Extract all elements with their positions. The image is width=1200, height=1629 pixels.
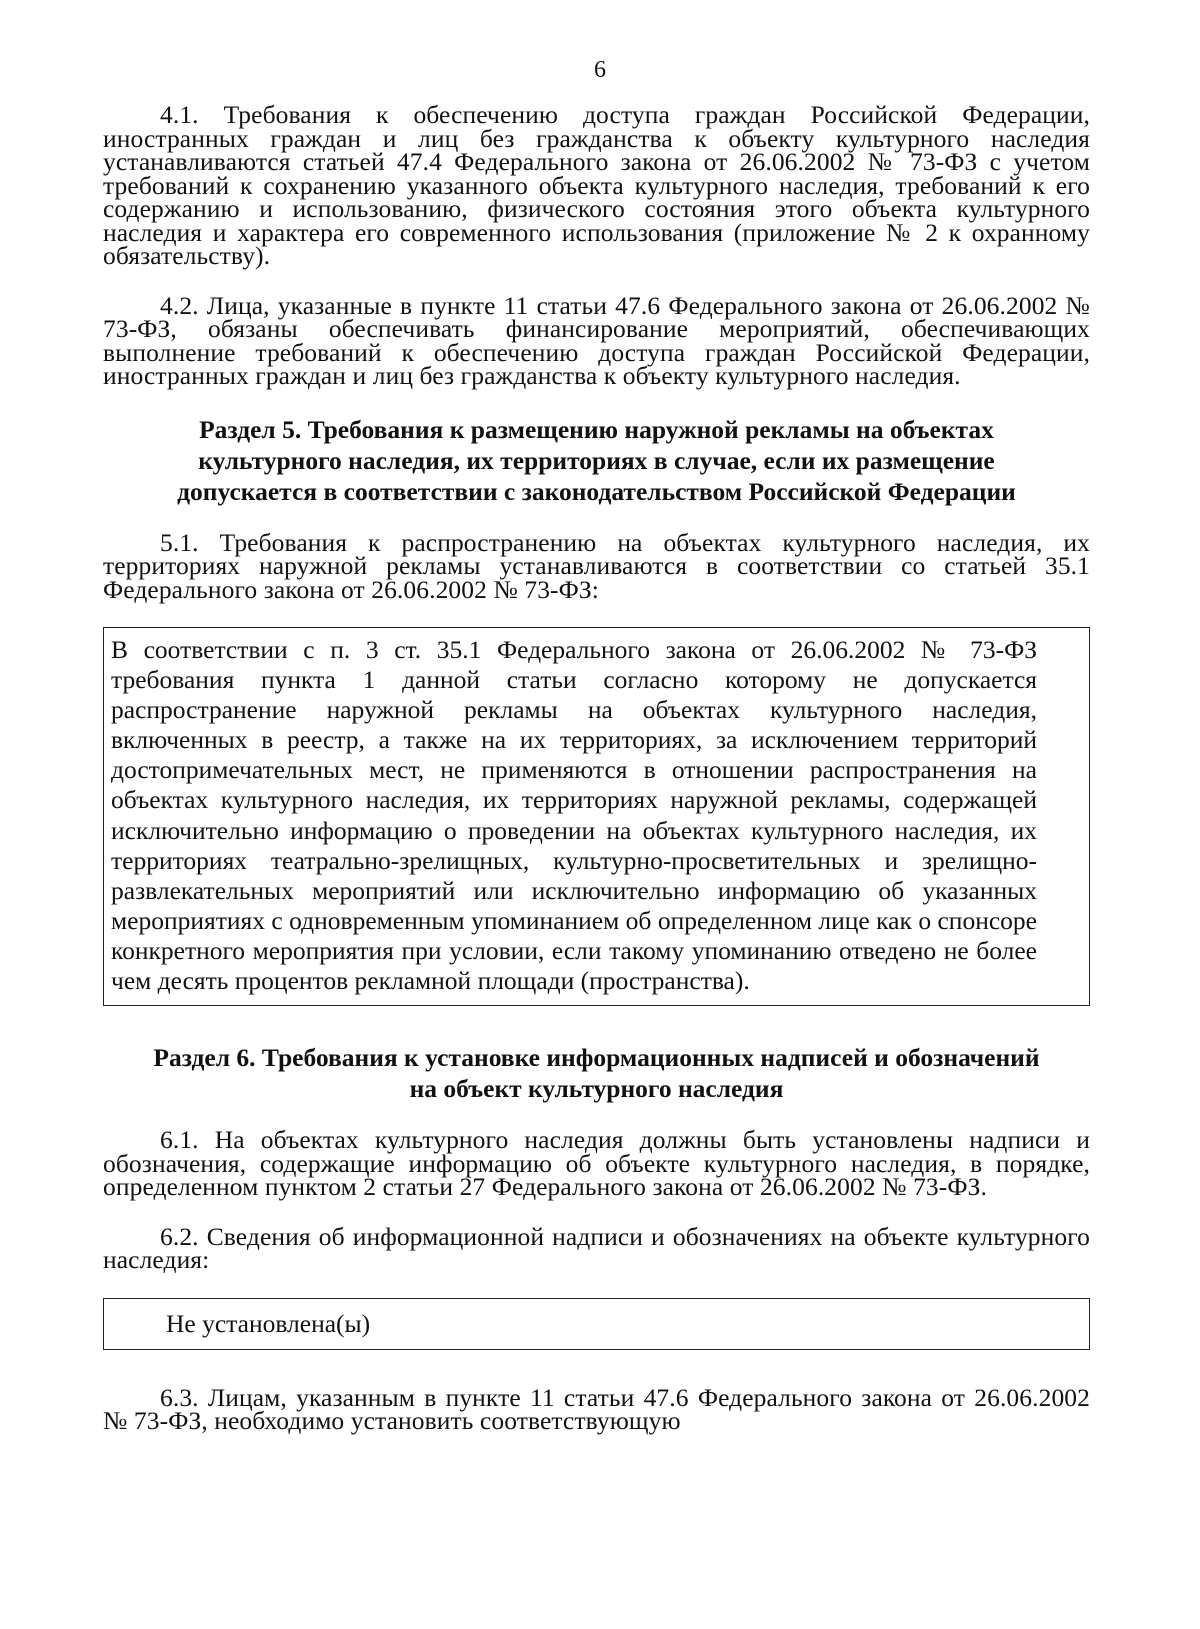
paragraph-5-1: 5.1. Требования к распространению на объектах культурного наследия, их территориях наружной рекламы устанавливаются в соответствии со статьей 35.1 Федерального закона от 26.06.2002 № 73-ФЗ: [103, 527, 1090, 604]
paragraph-6-2: 6.2. Сведения об информационной надписи и обозначениях на объекте культурного наследия: [103, 1221, 1090, 1275]
section-6-heading [103, 1042, 1090, 1104]
signage-status-text: Не установлена(ы) [166, 1308, 371, 1338]
section-5-heading-line-3: допускается в соответствии с законодательством Российской Федерации [177, 476, 1016, 506]
advertising-requirements-text: В соответствии с п. 3 ст. 35.1 Федерального закона от 26.06.2002 № 73-ФЗ требования пункта 1 данной статьи согласно которому не допускается распространение наружной рекламы на объектах культурного наследия, включенных в реестр, а также на их территориях, за исключением территорий достопримечательных мест, не применяются в отношении распространения на объектах культурного наследия, их территориях наружной рекламы, содержащей исключительно информацию о проведении на объектах культурного наследия, их территориях театрально-зрелищных, культурно-просветительных и зрелищно-развлекательных мероприятий или исключительно информацию об указанных мероприятиях с одновременным упоминанием об определенном лице как о спонсоре конкретного мероприятия при условии, если такому упоминанию отведено не более чем десять процентов рекламной площади (пространства). [111, 635, 1037, 996]
section-5-heading-line-2: культурного наследия, их территориях в случае, если их размещение [198, 445, 995, 475]
section-5-heading [103, 414, 1090, 507]
page-number: 6 [594, 57, 606, 83]
paragraph-6-1: 6.1. На объектах культурного наследия должны быть установлены надписи и обозначения, содержащие информацию об объекте культурного наследия, в порядке, определенном пунктом 2 статьи 27 Федерального закона от 26.06.2002 № 73-ФЗ. [103, 1125, 1090, 1202]
signage-info-box [103, 1298, 1090, 1350]
document-body [103, 100, 1090, 1459]
section-6-heading-line-1: Раздел 6. Требования к установке информационных надписей и обозначений [153, 1043, 1040, 1073]
section-5-heading-line-1: Раздел 5. Требования к размещению наружной рекламы на объектах [199, 414, 994, 444]
paragraph-6-3: 6.3. Лицам, указанным в пункте 11 статьи 47.6 Федерального закона от 26.06.2002 № 73-ФЗ, необходимо установить соответствующую [103, 1382, 1090, 1436]
advertising-requirements-box [103, 627, 1090, 1006]
section-6-heading-line-2: на объект культурного наследия [409, 1074, 784, 1104]
paragraph-4-2: 4.2. Лица, указанные в пункте 11 статьи 47.6 Федерального закона от 26.06.2002 № 73-ФЗ, обязаны обеспечивать финансирование мероприятий, обеспечивающих выполнение требований к обеспечению доступа граждан Российской Федерации, иностранных граждан и лиц без гражданства к объекту культурного наследия. [103, 290, 1090, 390]
paragraph-4-1: 4.1. Требования к обеспечению доступа граждан Российской Федерации, иностранных граждан и лиц без гражданства к объекту культурного наследия устанавливаются статьей 47.4 Федерального закона от 26.06.2002 № 73-ФЗ с учетом требований к сохранению указанного объекта культурного наследия, требований к его содержанию и использованию, физического состояния этого объекта культурного наследия и характера его современного использования (приложение № 2 к охранному обязательству). [103, 100, 1090, 270]
